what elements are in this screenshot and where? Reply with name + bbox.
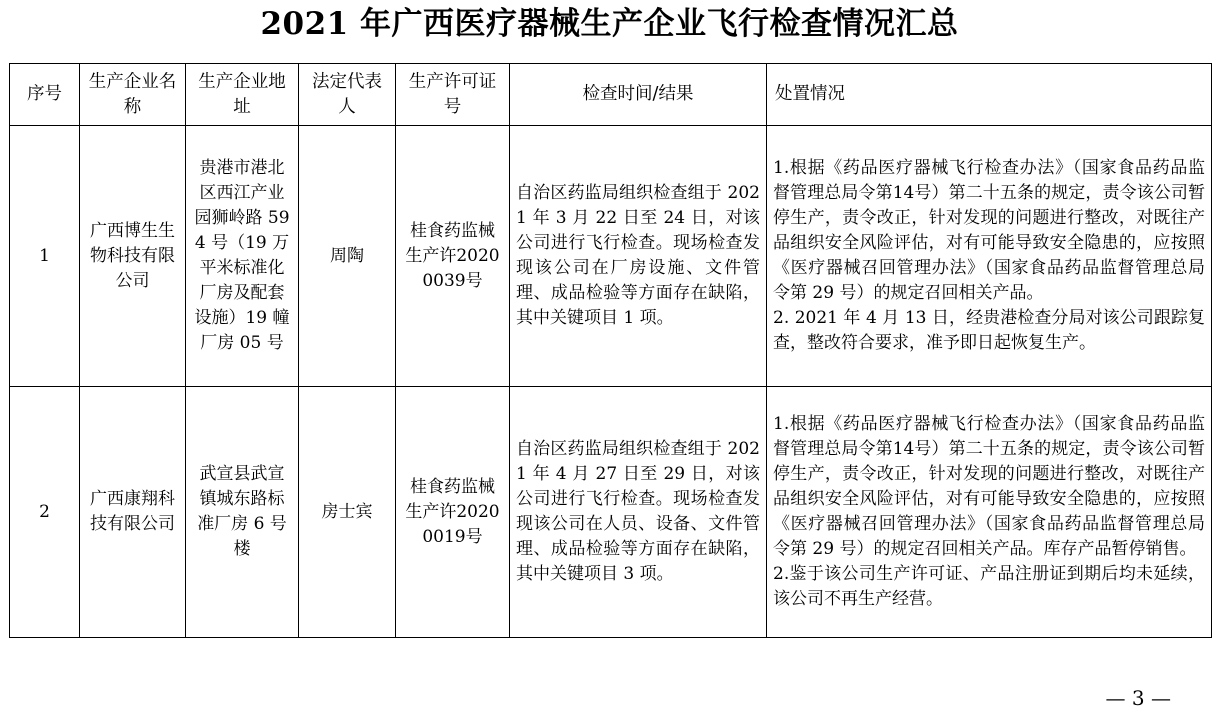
- cell-inspection-result: 自治区药监局组织检查组于 2021 年 3 月 22 日至 24 日，对该公司进行飞行检查。现场检查发现该公司在厂房设施、文件管理、成品检验等方面存在缺陷，其中关键项目 1 项。: [510, 126, 767, 387]
- cell-serial-no: 2: [10, 387, 80, 638]
- header-company-name: 生产企业名称: [80, 64, 186, 126]
- cell-company-address: 贵港市港北区西江产业园狮岭路 594 号（19 万平米标准化厂房及配套设施）19 幢厂房 05 号: [186, 126, 299, 387]
- cell-serial-no: 1: [10, 126, 80, 387]
- disposal-item: 1.根据《药品医疗器械飞行检查办法》（国家食品药品监督管理总局令第14号）第二十五条的规定，责令该公司暂停生产，责令改正，针对发现的问题进行整改，对既往产品组织安全风险评估，对有可能导致安全隐患的，应按照《医疗器械召回管理办法》（国家食品药品监督管理总局令第 29 号）的规定召回相关产品。: [773, 158, 1205, 303]
- header-serial-no: 序号: [10, 64, 80, 126]
- cell-legal-representative: 房士宾: [299, 387, 396, 638]
- cell-license-number: 桂食药监械生产许20200019号: [396, 387, 510, 638]
- cell-company-address: 武宣县武宣镇城东路标准厂房 6 号楼: [186, 387, 299, 638]
- cell-legal-representative: 周陶: [299, 126, 396, 387]
- header-disposal: 处置情况: [767, 64, 1212, 126]
- cell-inspection-result: 自治区药监局组织检查组于 2021 年 4 月 27 日至 29 日，对该公司进行飞行检查。现场检查发现该公司在人员、设备、文件管理、成品检验等方面存在缺陷，其中关键项目 3 项。: [510, 387, 767, 638]
- page-number: — 3 —: [1105, 686, 1171, 710]
- table-row: [10, 387, 1212, 638]
- disposal-item: 1.根据《药品医疗器械飞行检查办法》（国家食品药品监督管理总局令第14号）第二十五条的规定，责令该公司暂停生产，责令改正，针对发现的问题进行整改，对既往产品组织安全风险评估，对有可能导致安全隐患的，应按照《医疗器械召回管理办法》（国家食品药品监督管理总局令第 29 号）的规定召回相关产品。库存产品暂停销售。: [773, 414, 1205, 559]
- table-row: [10, 126, 1212, 387]
- cell-disposal: [767, 126, 1212, 387]
- cell-disposal: [767, 387, 1212, 638]
- table-header-row: [10, 64, 1212, 126]
- header-legal-representative: 法定代表人: [299, 64, 396, 126]
- document-title: 2021 年广西医疗器械生产企业飞行检查情况汇总: [260, 6, 959, 42]
- header-company-address: 生产企业地址: [186, 64, 299, 126]
- disposal-item: 2.鉴于该公司生产许可证、产品注册证到期后均未延续，该公司不再生产经营。: [773, 564, 1205, 609]
- header-inspection-result: 检查时间/结果: [510, 64, 767, 126]
- header-license-number: 生产许可证号: [396, 64, 510, 126]
- disposal-item: 2. 2021 年 4 月 13 日，经贵港检查分局对该公司跟踪复查，整改符合要求，准予即日起恢复生产。: [773, 308, 1205, 353]
- cell-company-name: 广西博生生物科技有限公司: [80, 126, 186, 387]
- cell-company-name: 广西康翔科技有限公司: [80, 387, 186, 638]
- inspection-summary-table: [9, 63, 1212, 638]
- cell-license-number: 桂食药监械生产许20200039号: [396, 126, 510, 387]
